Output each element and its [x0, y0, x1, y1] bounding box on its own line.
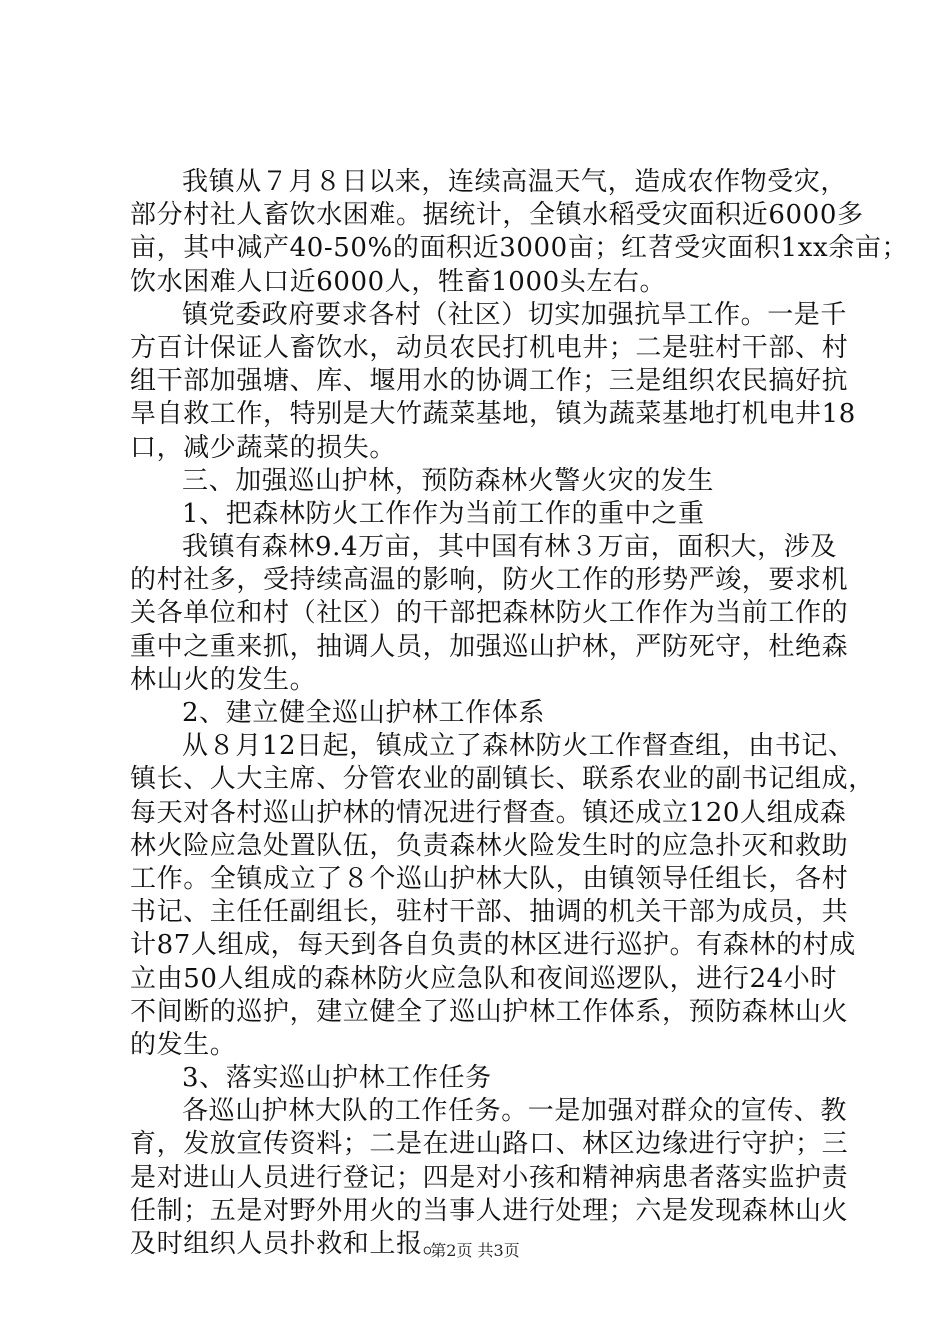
page-footer: 第2页 共3页	[430, 1241, 520, 1260]
text-line: 的发生。	[130, 1029, 237, 1060]
text-line: 每天对各村巡山护林的情况进行督查。镇还成立120人组成森	[130, 797, 847, 828]
text-line: 林火险应急处置队伍，负责森林火险发生时的应急扑灭和救助	[130, 830, 849, 861]
paragraph	[130, 465, 830, 498]
paragraph	[130, 697, 830, 730]
text-line: 我镇有森林9.4万亩，其中国有林３万亩，面积大，涉及	[182, 532, 837, 563]
text-line: 组干部加强塘、库、堰用水的协调工作；三是组织农民搞好抗	[130, 366, 849, 397]
text-line: 镇长、人大主席、分管农业的副镇长、联系农业的副书记组成，	[130, 764, 875, 795]
text-line: 的村社多，受持续高温的影响，防火工作的形势严竣，要求机	[130, 565, 849, 596]
text-line: 林山火的发生。	[130, 664, 317, 695]
text-line: 部分村社人畜饮水困难。据统计，全镇水稻受灾面积近6000多	[130, 200, 864, 231]
document-body	[130, 166, 909, 1261]
text-line: 书记、主任任副组长，驻村干部、抽调的机关干部为成员，共	[130, 897, 849, 928]
text-line: 饮水困难人口近6000人，牲畜1000头左右。	[130, 266, 667, 297]
text-line: 方百计保证人畜饮水，动员农民打机电井；二是驻村干部、村	[130, 332, 849, 363]
text-line: 各巡山护林大队的工作任务。一是加强对群众的宣传、教	[182, 1096, 848, 1127]
paragraph	[130, 1062, 830, 1095]
text-line: 口，减少蔬菜的损失。	[130, 432, 397, 463]
text-line: 任制；五是对野外用火的当事人进行处理；六是发现森林山火	[130, 1195, 849, 1226]
text-line: 是对进山人员进行登记；四是对小孩和精神病患者落实监护责	[130, 1162, 849, 1193]
text-line: 计87人组成，每天到各自负责的林区进行巡护。有森林的村成	[130, 930, 856, 961]
paragraph	[130, 498, 830, 531]
text-line: 关各单位和村（社区）的干部把森林防火工作作为当前工作的	[130, 598, 849, 629]
text-line: 从８月12日起，镇成立了森林防火工作督查组，由书记、	[182, 731, 855, 762]
text-line: 及时组织人员扑救和上报。	[130, 1229, 450, 1259]
paragraph	[130, 1095, 849, 1261]
text-line: 不间断的巡护，建立健全了巡山护林工作体系，预防森林山火	[130, 996, 849, 1027]
text-line: 镇党委政府要求各村（社区）切实加强抗旱工作。一是千	[182, 299, 848, 330]
text-line: 育，发放宣传资料；二是在进山路口、林区边缘进行守护；三	[130, 1129, 849, 1160]
paragraph	[130, 730, 875, 1062]
text-line: 1、把森林防火工作作为当前工作的重中之重	[182, 498, 705, 529]
text-line: 3、落实巡山护林工作任务	[182, 1063, 492, 1094]
text-line: 亩，其中减产40-50%的面积近3000亩；红苕受灾面积1xx余亩；	[130, 233, 909, 264]
paragraph	[130, 166, 909, 299]
text-line: 三、加强巡山护林，预防森林火警火灾的发生	[182, 465, 715, 496]
text-line: 重中之重来抓，抽调人员，加强巡山护林，严防死守，杜绝森	[130, 631, 849, 662]
paragraph	[130, 531, 849, 697]
text-line: 立由50人组成的森林防火应急队和夜间巡逻队，进行24小时	[130, 963, 837, 994]
text-line: 我镇从７月８日以来，连续高温天气，造成农作物受灾，	[182, 167, 848, 197]
text-line: 旱自救工作，特别是大竹蔬菜基地，镇为蔬菜基地打机电井18	[130, 399, 856, 430]
paragraph	[130, 299, 856, 465]
text-line: 工作。全镇成立了８个巡山护林大队，由镇领导任组长，各村	[130, 863, 849, 894]
text-line: 2、建立健全巡山护林工作体系	[182, 698, 545, 728]
